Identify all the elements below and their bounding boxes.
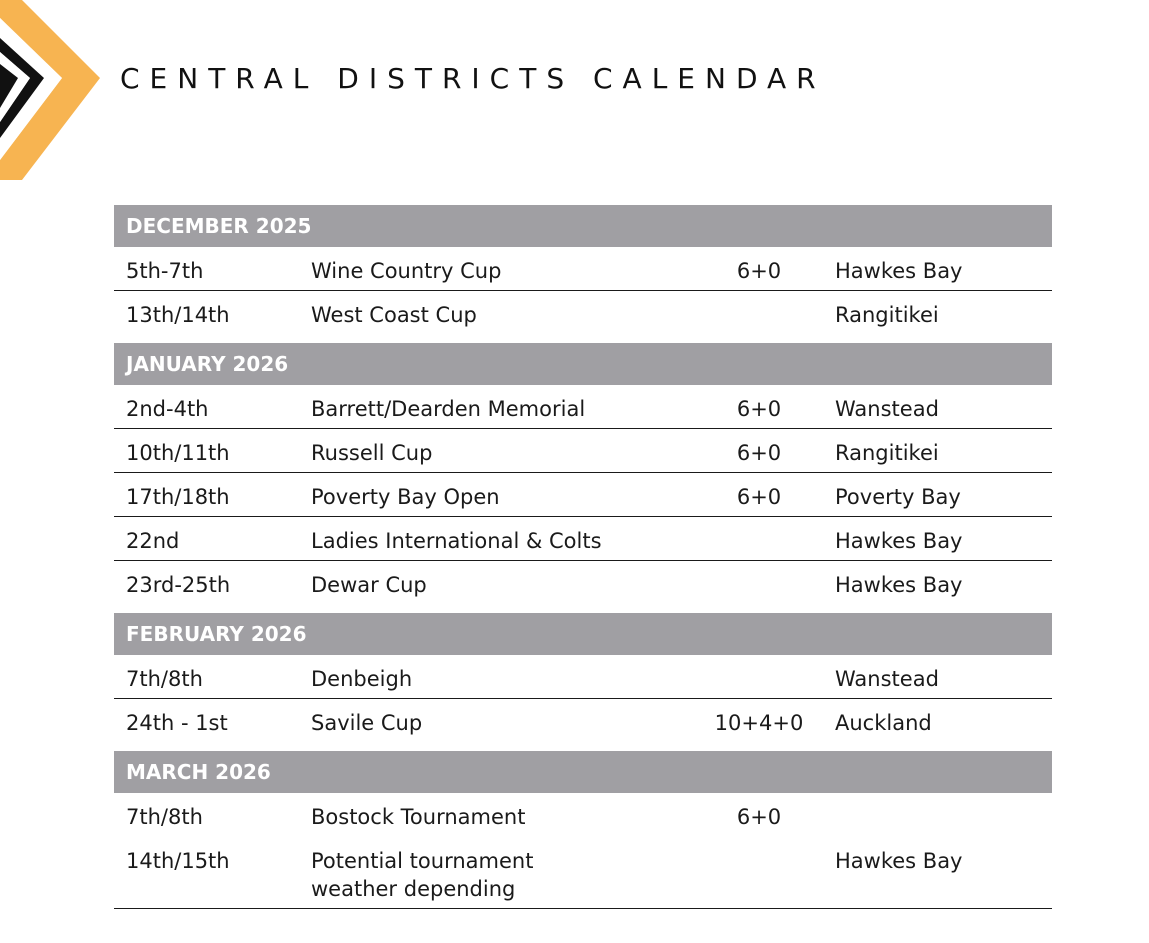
event-format: 6+0: [736, 805, 782, 829]
event-name: Denbeigh: [311, 667, 413, 691]
event-date: 7th/8th: [126, 667, 203, 691]
table-row: [114, 655, 1052, 699]
table-row: [114, 699, 1052, 743]
event-name: Bostock Tournament: [311, 805, 526, 829]
event-venue: Wanstead: [835, 667, 939, 691]
event-name: Savile Cup: [311, 711, 423, 735]
event-name: Wine Country Cup: [311, 259, 502, 283]
event-date: 24th - 1st: [126, 711, 228, 735]
chevron-logo-icon: [0, 0, 110, 190]
event-date: 22nd: [126, 529, 180, 553]
table-row: [114, 429, 1052, 473]
table-row: [114, 473, 1052, 517]
event-format: 6+0: [736, 485, 782, 509]
event-date: 10th/11th: [126, 441, 230, 465]
event-format: 6+0: [736, 397, 782, 421]
month-header: FEBRUARY 2026: [114, 613, 1052, 655]
event-date: 17th/18th: [126, 485, 230, 509]
event-venue: Wanstead: [835, 397, 939, 421]
event-name: Ladies International & Colts: [311, 529, 602, 553]
event-venue: Rangitikei: [835, 441, 939, 465]
event-date: 5th-7th: [126, 259, 204, 283]
month-header: JANUARY 2026: [114, 343, 1052, 385]
page-title: CENTRAL DISTRICTS CALENDAR: [120, 62, 826, 95]
table-row: [114, 561, 1052, 605]
table-row: [114, 385, 1052, 429]
event-format: 6+0: [736, 441, 782, 465]
table-row: [114, 837, 1052, 909]
event-name: Russell Cup: [311, 441, 433, 465]
event-venue: Hawkes Bay: [835, 259, 963, 283]
event-name: Dewar Cup: [311, 573, 427, 597]
event-date: 14th/15th: [126, 849, 230, 873]
event-name: Poverty Bay Open: [311, 485, 500, 509]
table-row: [114, 517, 1052, 561]
table-row: [114, 793, 1052, 837]
event-venue: Hawkes Bay: [835, 529, 963, 553]
event-date: 2nd-4th: [126, 397, 209, 421]
event-venue: Rangitikei: [835, 303, 939, 327]
event-venue: Auckland: [835, 711, 932, 735]
table-row: [114, 291, 1052, 335]
event-venue: Poverty Bay: [835, 485, 961, 509]
event-venue: Hawkes Bay: [835, 849, 963, 873]
event-name: West Coast Cup: [311, 303, 477, 327]
event-date: 13th/14th: [126, 303, 230, 327]
month-header: DECEMBER 2025: [114, 205, 1052, 247]
event-name: Potential tournament weather depending: [311, 849, 534, 901]
event-venue: Hawkes Bay: [835, 573, 963, 597]
event-format: 6+0: [736, 259, 782, 283]
calendar-table: [114, 205, 1052, 909]
event-format: 10+4+0: [714, 711, 804, 735]
event-name: Barrett/Dearden Memorial: [311, 397, 586, 421]
table-row: [114, 247, 1052, 291]
month-header: MARCH 2026: [114, 751, 1052, 793]
event-date: 23rd-25th: [126, 573, 231, 597]
event-date: 7th/8th: [126, 805, 203, 829]
